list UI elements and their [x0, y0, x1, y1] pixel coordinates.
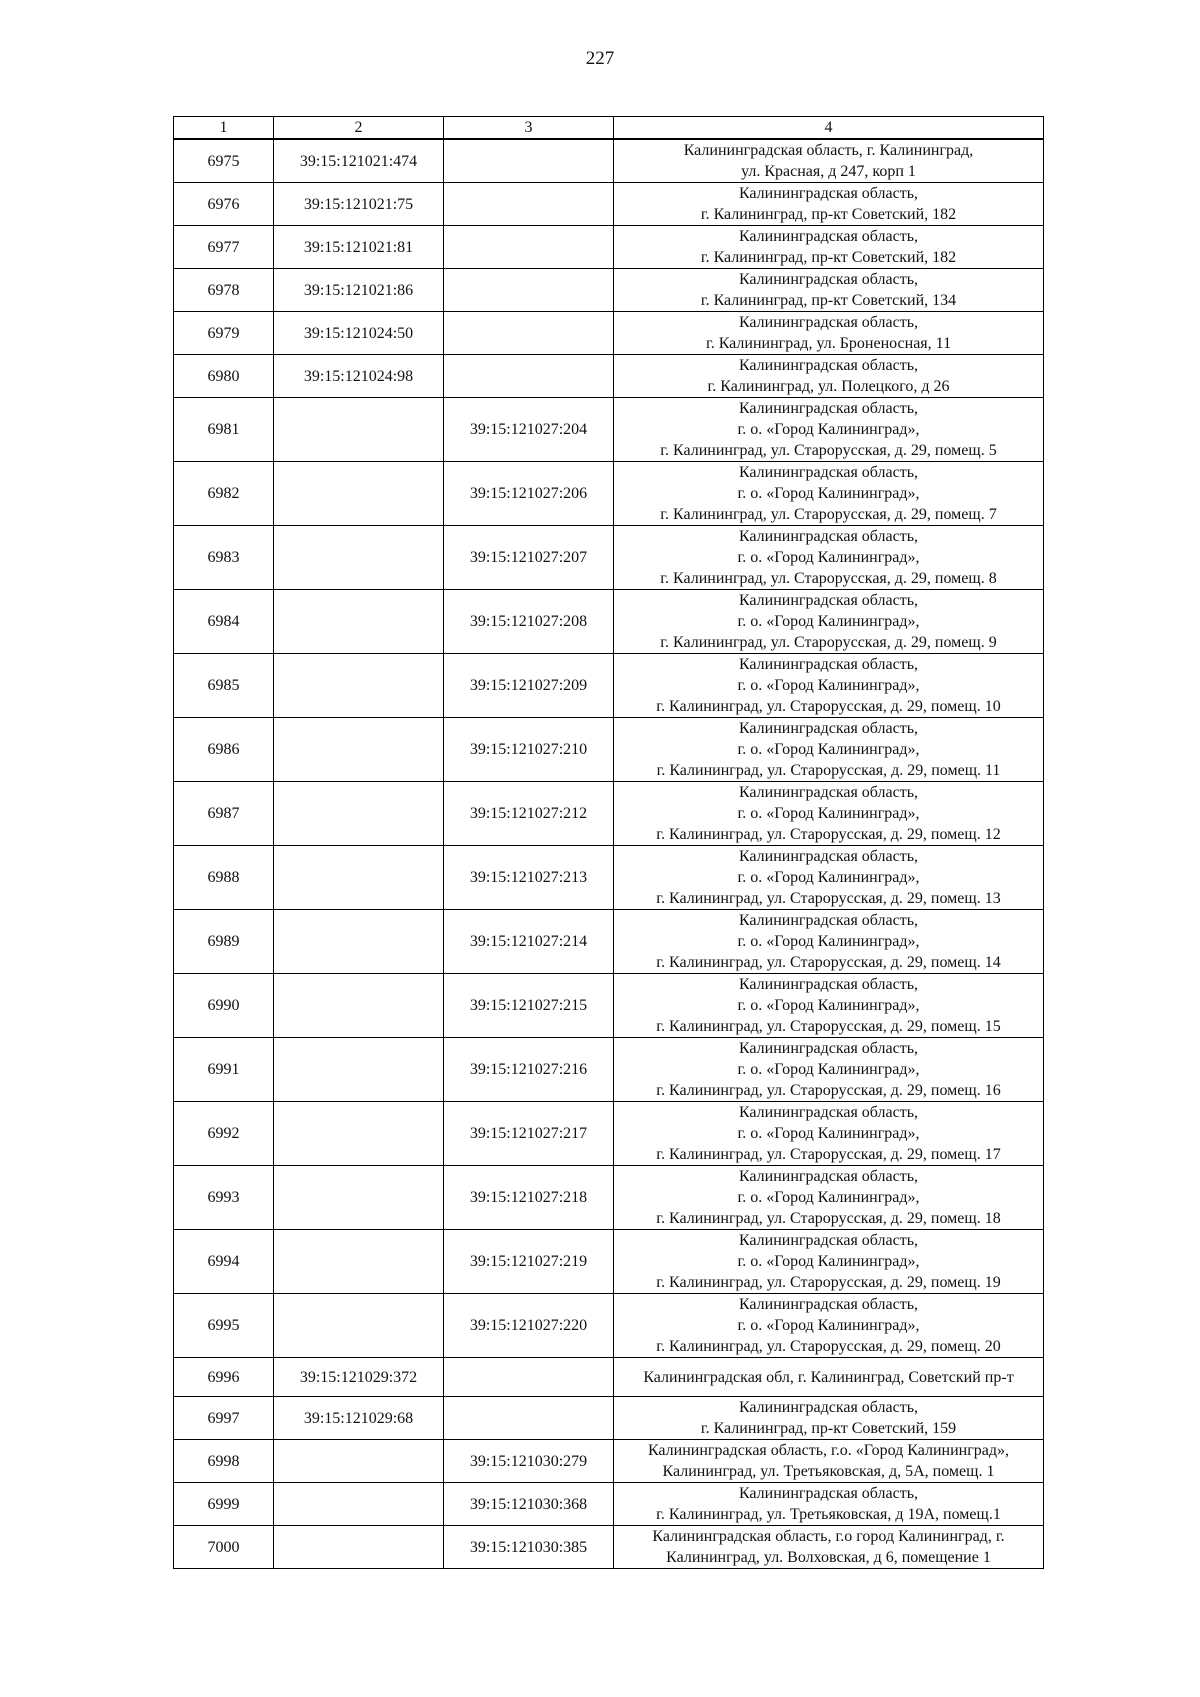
row-number: 6997 [174, 1397, 274, 1440]
table-row [174, 1230, 1044, 1294]
address: Калининградская область, г. о. «Город Калининград», г. Калининград, ул. Старорусская, д. 29, помещ. 11 [614, 718, 1044, 782]
address: Калининградская область, г. о. «Город Калининград», г. Калининград, ул. Старорусская, д. 29, помещ. 8 [614, 526, 1044, 590]
cadastral-number-land: 39:15:121021:75 [274, 183, 444, 226]
cadastral-number-land [274, 1102, 444, 1166]
cadastral-number-land [274, 526, 444, 590]
address: Калининградская область, г. о. «Город Калининград», г. Калининград, ул. Старорусская, д. 29, помещ. 19 [614, 1230, 1044, 1294]
cadastral-number-land [274, 398, 444, 462]
cadastral-number-building [444, 269, 614, 312]
address: Калининградская область, г. Калининград, пр-кт Советский, 159 [614, 1397, 1044, 1440]
cadastral-number-building: 39:15:121027:210 [444, 718, 614, 782]
row-number: 6991 [174, 1038, 274, 1102]
address: Калининградская область, г. о. «Город Калининград», г. Калининград, ул. Старорусская, д. 29, помещ. 7 [614, 462, 1044, 526]
cadastral-number-land [274, 1526, 444, 1569]
cadastral-number-building: 39:15:121030:385 [444, 1526, 614, 1569]
register-table [173, 116, 1044, 1569]
cadastral-number-building: 39:15:121027:217 [444, 1102, 614, 1166]
row-number: 6975 [174, 139, 274, 183]
header-col-1: 1 [174, 117, 274, 140]
row-number: 6990 [174, 974, 274, 1038]
cadastral-number-land: 39:15:121029:372 [274, 1358, 444, 1397]
cadastral-number-building [444, 1358, 614, 1397]
cadastral-number-land: 39:15:121021:81 [274, 226, 444, 269]
header-col-4: 4 [614, 117, 1044, 140]
page-number: 227 [585, 48, 615, 69]
table-row [174, 654, 1044, 718]
table-row [174, 183, 1044, 226]
cadastral-number-building [444, 139, 614, 183]
cadastral-number-land: 39:15:121021:86 [274, 269, 444, 312]
address: Калининградская область, г. о. «Город Калининград», г. Калининград, ул. Старорусская, д. 29, помещ. 13 [614, 846, 1044, 910]
row-number: 6993 [174, 1166, 274, 1230]
table-row [174, 910, 1044, 974]
cadastral-number-building [444, 355, 614, 398]
address: Калининградская область, г. Калининград, ул. Броненосная, 11 [614, 312, 1044, 355]
cadastral-number-land [274, 1166, 444, 1230]
table-row [174, 974, 1044, 1038]
address: Калининградская область, г. о. «Город Калининград», г. Калининград, ул. Старорусская, д. 29, помещ. 14 [614, 910, 1044, 974]
address: Калининградская область, г. о. «Город Калининград», г. Калининград, ул. Старорусская, д. 29, помещ. 10 [614, 654, 1044, 718]
table-row [174, 1526, 1044, 1569]
address: Калининградская область, г. о. «Город Калининград», г. Калининград, ул. Старорусская, д. 29, помещ. 18 [614, 1166, 1044, 1230]
row-number: 6988 [174, 846, 274, 910]
cadastral-number-land [274, 782, 444, 846]
row-number: 6983 [174, 526, 274, 590]
row-number: 6982 [174, 462, 274, 526]
cadastral-number-building: 39:15:121030:279 [444, 1440, 614, 1483]
table-row [174, 1038, 1044, 1102]
cadastral-number-building [444, 226, 614, 269]
cadastral-number-building: 39:15:121027:206 [444, 462, 614, 526]
row-number: 6985 [174, 654, 274, 718]
cadastral-number-land [274, 590, 444, 654]
cadastral-number-building: 39:15:121027:220 [444, 1294, 614, 1358]
cadastral-number-building: 39:15:121027:214 [444, 910, 614, 974]
row-number: 6979 [174, 312, 274, 355]
cadastral-number-land [274, 654, 444, 718]
cadastral-number-building [444, 1397, 614, 1440]
cadastral-number-building: 39:15:121027:219 [444, 1230, 614, 1294]
cadastral-number-land [274, 846, 444, 910]
cadastral-number-land [274, 910, 444, 974]
address: Калининградская область, г. о. «Город Калининград», г. Калининград, ул. Старорусская, д. 29, помещ. 20 [614, 1294, 1044, 1358]
table-row [174, 1166, 1044, 1230]
cadastral-number-land [274, 974, 444, 1038]
cadastral-number-building: 39:15:121027:218 [444, 1166, 614, 1230]
table-row [174, 269, 1044, 312]
cadastral-number-building [444, 312, 614, 355]
row-number: 6976 [174, 183, 274, 226]
address: Калининградская область, г. о. «Город Калининград», г. Калининград, ул. Старорусская, д. 29, помещ. 16 [614, 1038, 1044, 1102]
cadastral-number-land [274, 1440, 444, 1483]
table-row [174, 1294, 1044, 1358]
cadastral-number-building: 39:15:121027:212 [444, 782, 614, 846]
address: Калининградская область, г. Калининград, ул. Красная, д 247, корп 1 [614, 139, 1044, 183]
address: Калининградская область, г. Калининград, ул. Третьяковская, д 19А, помещ.1 [614, 1483, 1044, 1526]
row-number: 6995 [174, 1294, 274, 1358]
row-number: 6994 [174, 1230, 274, 1294]
row-number: 6999 [174, 1483, 274, 1526]
row-number: 6984 [174, 590, 274, 654]
table-row [174, 1358, 1044, 1397]
row-number: 6987 [174, 782, 274, 846]
row-number: 6989 [174, 910, 274, 974]
cadastral-number-land [274, 1483, 444, 1526]
address: Калининградская область, г. Калининград, пр-кт Советский, 134 [614, 269, 1044, 312]
table-row [174, 846, 1044, 910]
address: Калининградская область, г.о город Калининград, г. Калининград, ул. Волховская, д 6, помещение 1 [614, 1526, 1044, 1569]
cadastral-number-land: 39:15:121021:474 [274, 139, 444, 183]
address: Калининградская область, г. Калининград, ул. Полецкого, д 26 [614, 355, 1044, 398]
address: Калининградская обл, г. Калининград, Советский пр-т [614, 1358, 1044, 1397]
cadastral-number-building: 39:15:121027:204 [444, 398, 614, 462]
cadastral-number-building: 39:15:121027:216 [444, 1038, 614, 1102]
row-number: 6977 [174, 226, 274, 269]
table-row [174, 398, 1044, 462]
row-number: 6980 [174, 355, 274, 398]
cadastral-number-land [274, 1294, 444, 1358]
cadastral-number-land [274, 1230, 444, 1294]
cadastral-number-land: 39:15:121024:50 [274, 312, 444, 355]
table-row [174, 355, 1044, 398]
cadastral-number-building: 39:15:121027:215 [444, 974, 614, 1038]
row-number: 6981 [174, 398, 274, 462]
address: Калининградская область, г. о. «Город Калининград», г. Калининград, ул. Старорусская, д. 29, помещ. 12 [614, 782, 1044, 846]
address: Калининградская область, г.о. «Город Калининград», Калининград, ул. Третьяковская, д, 5А, помещ. 1 [614, 1440, 1044, 1483]
row-number: 6978 [174, 269, 274, 312]
cadastral-number-land [274, 462, 444, 526]
address: Калининградская область, г. Калининград, пр-кт Советский, 182 [614, 183, 1044, 226]
table-row [174, 1102, 1044, 1166]
table-row [174, 312, 1044, 355]
row-number: 6992 [174, 1102, 274, 1166]
table-row [174, 526, 1044, 590]
table-row [174, 782, 1044, 846]
row-number: 6996 [174, 1358, 274, 1397]
address: Калининградская область, г. Калининград, пр-кт Советский, 182 [614, 226, 1044, 269]
header-row [174, 117, 1044, 140]
row-number: 6986 [174, 718, 274, 782]
table-row [174, 1397, 1044, 1440]
address: Калининградская область, г. о. «Город Калининград», г. Калининград, ул. Старорусская, д. 29, помещ. 9 [614, 590, 1044, 654]
cadastral-number-building [444, 183, 614, 226]
cadastral-number-building: 39:15:121027:209 [444, 654, 614, 718]
row-number: 7000 [174, 1526, 274, 1569]
cadastral-number-building: 39:15:121027:208 [444, 590, 614, 654]
table-body [174, 139, 1044, 1569]
table-row [174, 1483, 1044, 1526]
table-row [174, 718, 1044, 782]
cadastral-number-land: 39:15:121024:98 [274, 355, 444, 398]
cadastral-number-building: 39:15:121027:207 [444, 526, 614, 590]
header-col-3: 3 [444, 117, 614, 140]
address: Калининградская область, г. о. «Город Калининград», г. Калининград, ул. Старорусская, д. 29, помещ. 5 [614, 398, 1044, 462]
cadastral-number-building: 39:15:121030:368 [444, 1483, 614, 1526]
cadastral-number-building: 39:15:121027:213 [444, 846, 614, 910]
cadastral-number-land [274, 1038, 444, 1102]
table-header [174, 117, 1044, 140]
table-row [174, 226, 1044, 269]
table-row [174, 1440, 1044, 1483]
address: Калининградская область, г. о. «Город Калининград», г. Калининград, ул. Старорусская, д. 29, помещ. 15 [614, 974, 1044, 1038]
cadastral-number-land [274, 718, 444, 782]
row-number: 6998 [174, 1440, 274, 1483]
table-row [174, 139, 1044, 183]
address: Калининградская область, г. о. «Город Калининград», г. Калининград, ул. Старорусская, д. 29, помещ. 17 [614, 1102, 1044, 1166]
cadastral-number-land: 39:15:121029:68 [274, 1397, 444, 1440]
header-col-2: 2 [274, 117, 444, 140]
table-row [174, 462, 1044, 526]
table-row [174, 590, 1044, 654]
